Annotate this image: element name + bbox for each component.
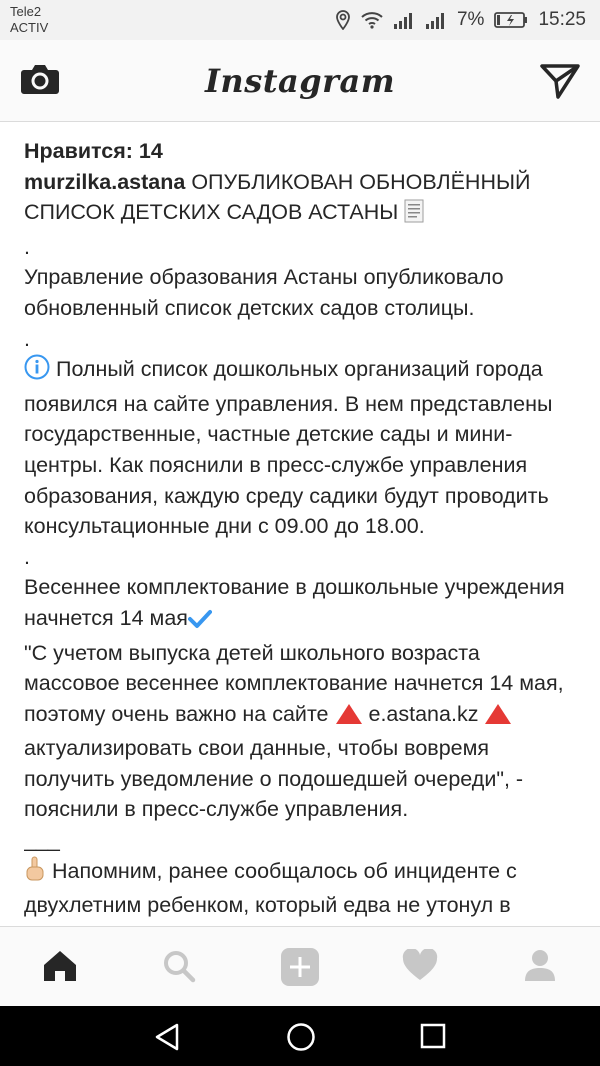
- signal-icon: [393, 11, 415, 29]
- heart-icon[interactable]: [402, 949, 438, 986]
- recents-icon[interactable]: [420, 1023, 446, 1054]
- paragraph-1: Управление образования Астаны опубликовало обновленный список детских садов столицы.: [24, 265, 504, 320]
- location-icon: [335, 10, 351, 30]
- separator-dot-1: .: [24, 234, 30, 259]
- site-link[interactable]: e.astana.kz: [368, 701, 479, 726]
- document-icon: [404, 199, 424, 232]
- paragraph-3-wrap: [24, 572, 580, 637]
- home-icon[interactable]: [42, 949, 78, 988]
- paragraph-4-wrap: [24, 856, 580, 921]
- back-icon[interactable]: [153, 1022, 181, 1057]
- username[interactable]: murzilka.astana: [24, 169, 186, 194]
- battery-icon: [494, 11, 528, 29]
- post-title: ОПУБЛИКОВАН ОБНОВЛЁННЫЙ СПИСОК ДЕТСКИХ САДОВ АСТАНЫ: [24, 169, 531, 225]
- add-icon[interactable]: [280, 947, 320, 992]
- separator-dot-2: .: [24, 326, 30, 351]
- system-nav-bar: [0, 1006, 600, 1066]
- carrier-name: Tele2: [10, 4, 42, 19]
- home-circle-icon[interactable]: [286, 1022, 316, 1057]
- quote-part-2: актуализировать свои данные, чтобы вовремя получить уведомление о подошедшей очереди", - пояснили в пресс-службе управления.: [24, 736, 524, 822]
- profile-icon[interactable]: [523, 948, 557, 987]
- red-triangle-icon: [484, 703, 512, 734]
- red-triangle-icon: [335, 703, 363, 734]
- app-bar: [0, 40, 600, 122]
- pointing-hand-icon: [24, 856, 46, 891]
- checkmark-icon: [188, 607, 212, 638]
- signal-icon-2: [425, 11, 447, 29]
- clock: 15:25: [538, 9, 586, 30]
- paragraph-3: Весеннее комплектование в дошкольные учреждения начнется 14 мая: [24, 575, 565, 630]
- divider-line: ___: [24, 828, 60, 853]
- direct-send-icon[interactable]: [540, 63, 580, 104]
- likes-count[interactable]: Нравится: 14: [24, 139, 163, 163]
- quote-part-1: "С учетом выпуска детей школьного возраста массовое весеннее комплектование начнется 14 мая, поэтому очень важно на сайте: [24, 640, 564, 726]
- paragraph-2: Полный список дошкольных организаций города появился на сайте управления. В нем представлены государственные, частные детские сады и мини-центры. Как пояснили в пресс-службе управления образования, каждую среду садики будут проводить консультационные дни с 09.00 до 18.00.: [24, 357, 553, 539]
- paragraph-2-wrap: [24, 354, 580, 542]
- caption-first-line: [24, 167, 580, 232]
- status-icons: [335, 8, 586, 32]
- separator-dot-3: .: [24, 544, 30, 569]
- carrier: [10, 4, 48, 36]
- instagram-logo: Instagram: [204, 62, 396, 100]
- quote: [24, 638, 580, 826]
- paragraph-4: Напомним, ранее сообщалось об инциденте с двухлетним ребенком, который едва не утонул в: [24, 858, 517, 918]
- search-icon[interactable]: [162, 949, 196, 988]
- post-caption: [24, 136, 580, 926]
- carrier-sub: ACTIV: [10, 20, 49, 35]
- bottom-nav: [0, 926, 600, 1007]
- battery-percent: 7%: [456, 9, 485, 30]
- info-icon: [24, 354, 50, 389]
- wifi-icon: [361, 11, 383, 29]
- status-bar: [0, 0, 600, 40]
